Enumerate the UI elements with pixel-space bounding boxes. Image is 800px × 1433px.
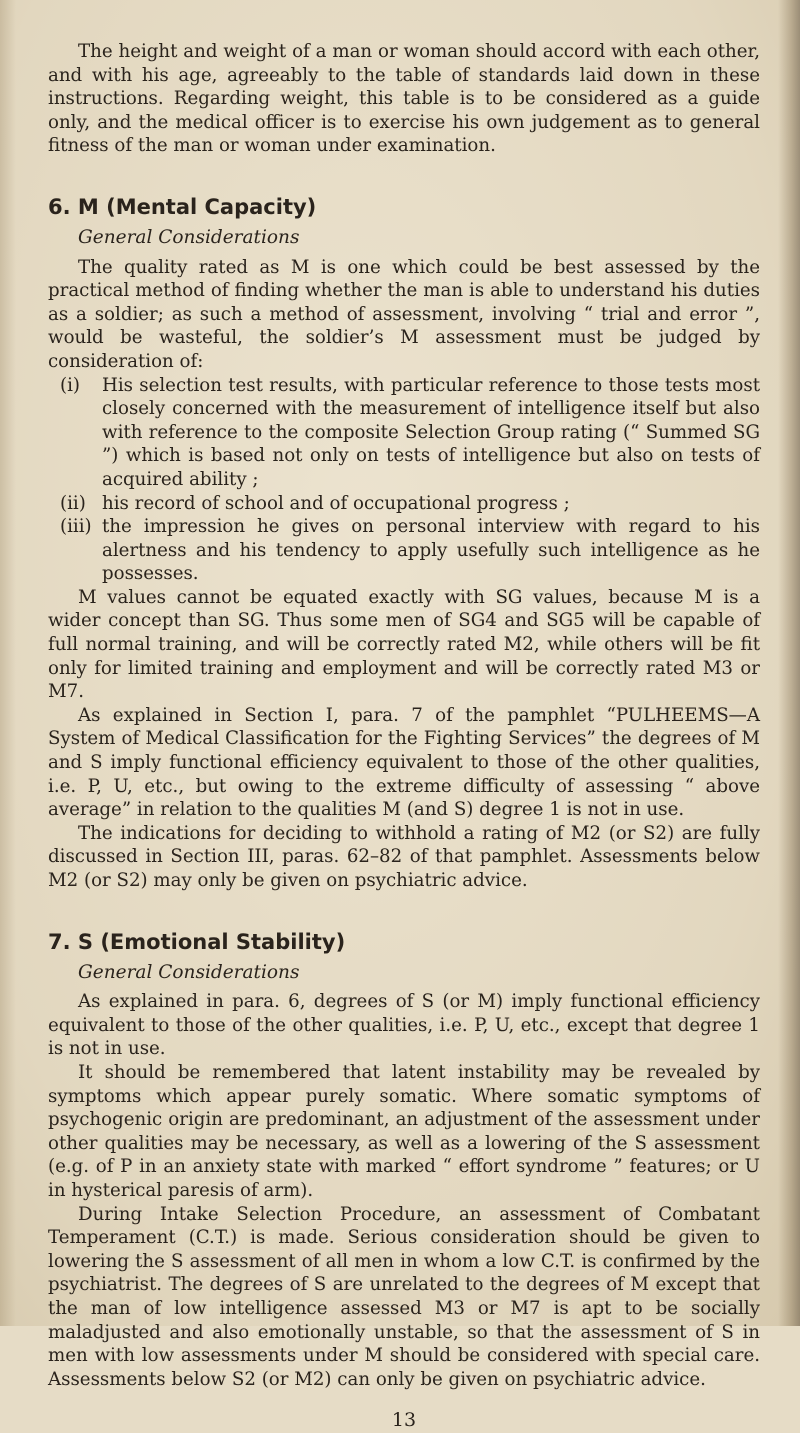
section-6-paragraph-4: The indications for deciding to withhold a rating of M2 (or S2) are fully discussed in Section III, paras. 62–82 of that pamphlet. Assessments below M2 (or S2) may only be given on psychiatric advice. [48,822,760,891]
list-item-text: His selection test results, with particular reference to those tests most closely concerned with the measurement of intelligence itself but also with reference to the composite Selection Group rating (“ Summed SG ”) which is based not only on tests of intelligence but also on tests of acquired ability ; [102,374,760,490]
section-7-paragraph-3: During Intake Selection Procedure, an assessment of Combatant Temperament (C.T.) is made. Serious consideration should be given to lowering the S assessment of all men in whom a low C.T. is confirmed by the psychiatrist. The degrees of S are unrelated to the degrees of M except that the man of low intelligence assessed M3 or M7 is apt to be socially maladjusted and also emotionally unstable, so that the assessment of S in men with low assessments under M should be considered with special care. Assessments below S2 (or M2) can only be given on psychiatric advice. [48,1203,760,1390]
intro-paragraph: The height and weight of a man or woman should accord with each other, and with his age, agreeably to the table of standards laid down in these instructions. Regarding weight, this table is to be considered as a guide only, and the medical officer is to exercise his own judgement as to general fitness of the man or woman under examination. [48,41,760,157]
section-7-heading: 7. S (Emotional Stability) [48,929,346,954]
page-shadow-right [778,0,800,1326]
section-7-paragraph-2: It should be remembered that latent instability may be revealed by symptoms which appear purely somatic. Where somatic symptoms of psychogenic origin are predominant, an adjustment of the assessment under other qualities may be necessary, as well as a lowering of the S assessment (e.g. of P in an anxiety state with marked “ effort syndrome ” features; or U in hysterical paresis of arm). [48,1061,760,1201]
section-6-heading: 6. M (Mental Capacity) [48,194,317,219]
section-6-subheading: General Considerations [78,226,300,248]
list-item-number: (iii) [60,516,92,538]
list-item-iii [60,515,760,586]
list-item-number: (ii) [60,492,86,514]
section-7-paragraph-1: As explained in para. 6, degrees of S (or M) imply functional efficiency equivalent to those of the other qualities, i.e. P, U, etc., except that degree 1 is not in use. [48,991,760,1060]
page-number: 13 [391,1409,417,1432]
list-item-number: (i) [60,374,81,396]
section-6-paragraph-2: M values cannot be equated exactly with SG values, because M is a wider concept than SG. Thus some men of SG4 and SG5 will be capable of full normal training, and will be correctly rated M2, while others will be fit only for limited training and employment and will be correctly rated M3 or M7. [48,586,760,703]
list-item-text: the impression he gives on personal interview with regard to his alertness and his tendency to apply usefully such intelligence as he possesses. [102,516,760,585]
page-content [48,40,760,1433]
section-6-paragraph-1: The quality rated as M is one which could be best assessed by the practical method of finding whether the man is able to understand his duties as a soldier; as such a method of assessment, involving “ trial and error ”, would be wasteful, the soldier’s M assessment must be judged by consideration of: [48,256,760,372]
page-shadow-left [0,0,16,1326]
list-item-text: his record of school and of occupational progress ; [102,492,570,514]
list-item-i [60,374,760,492]
section-6-paragraph-3: As explained in Section I, para. 7 of the pamphlet “PULHEEMS—A System of Medical Classification for the Fighting Services” the degrees of M and S imply functional efficiency equivalent to those of the other qualities, i.e. P, U, etc., but owing to the extreme difficulty of assessing “ above average” in relation to the qualities M (and S) degree 1 is not in use. [48,704,760,821]
section-7-subheading: General Considerations [78,961,300,983]
list-item-ii [60,492,760,516]
